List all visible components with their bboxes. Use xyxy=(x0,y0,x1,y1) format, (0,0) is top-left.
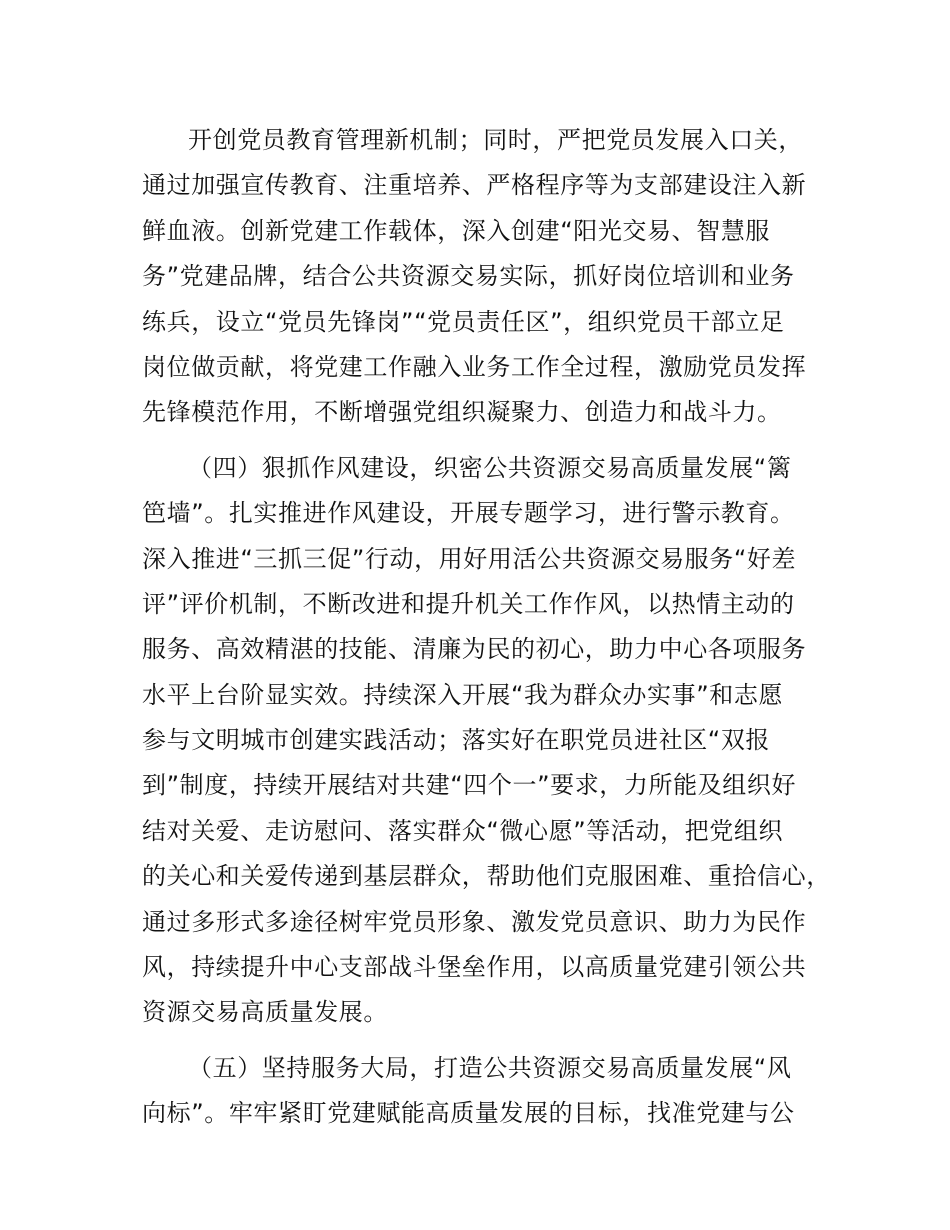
text-line: 开创党员教育管理新机制；同时，严把党员发展入口关， xyxy=(188,126,803,154)
text-line: 风，持续提升中心支部战斗堡垒作用，以高质量党建引领公共 xyxy=(142,953,807,982)
text-line: 鲜血液。创新党建工作载体，深入创建“阳光交易、智慧服 xyxy=(142,216,771,245)
text-line: 水平上台阶显实效。持续深入开展“我为群众办实事”和志愿 xyxy=(142,680,784,709)
text-line: 到”制度，持续开展结对共建“四个一”要求，力所能及组织好 xyxy=(142,771,797,800)
text-line: 服务、高效精湛的技能、清廉为民的初心，助力中心各项服务 xyxy=(142,635,807,664)
text-line: 通过多形式多途径树牢党员形象、激发党员意识、助力为民作 xyxy=(142,907,807,936)
text-line: 务”党建品牌，结合公共资源交易实际，抓好岗位培训和业务 xyxy=(142,262,795,291)
text-line: （四）狠抓作风建设，织密公共资源交易高质量发展“篱 xyxy=(188,453,792,482)
text-line: 评”评价机制，不断改进和提升机关工作作风，以热情主动的 xyxy=(142,589,795,618)
text-line: 通过加强宣传教育、注重培养、严格程序等为支部建设注入新 xyxy=(142,171,807,200)
text-line: 练兵，设立“党员先锋岗”“党员责任区”，组织党员干部立足 xyxy=(142,307,785,336)
document-body xyxy=(142,118,842,1137)
paragraph-gap xyxy=(142,436,842,446)
text-line: 参与文明城市创建实践活动；落实好在职党员进社区“双报 xyxy=(142,726,771,755)
text-line: 岗位做贡献，将党建工作融入业务工作全过程，激励党员发挥 xyxy=(142,352,807,381)
paragraph-gap xyxy=(142,1036,842,1046)
text-line: 笆墙”。扎实推进作风建设，开展专题学习，进行警示教育。 xyxy=(142,499,795,528)
text-line: （五）坚持服务大局，打造公共资源交易高质量发展“风 xyxy=(188,1053,792,1082)
text-line: 向标”。牢牢紧盯党建赋能高质量发展的目标，找准党建与公 xyxy=(142,1099,795,1128)
text-line: 先锋模范作用，不断增强党组织凝聚力、创造力和战斗力。 xyxy=(142,398,782,427)
text-line: 结对关爱、走访慰问、落实群众“微心愿”等活动，把党组织 xyxy=(142,816,784,845)
text-line: 深入推进“三抓三促”行动，用好用活公共资源交易服务“好差 xyxy=(142,544,797,573)
text-line: 资源交易高质量发展。 xyxy=(142,998,388,1027)
text-line: 的关心和关爱传递到基层群众，帮助他们克服困难、重拾信心， xyxy=(142,862,831,891)
